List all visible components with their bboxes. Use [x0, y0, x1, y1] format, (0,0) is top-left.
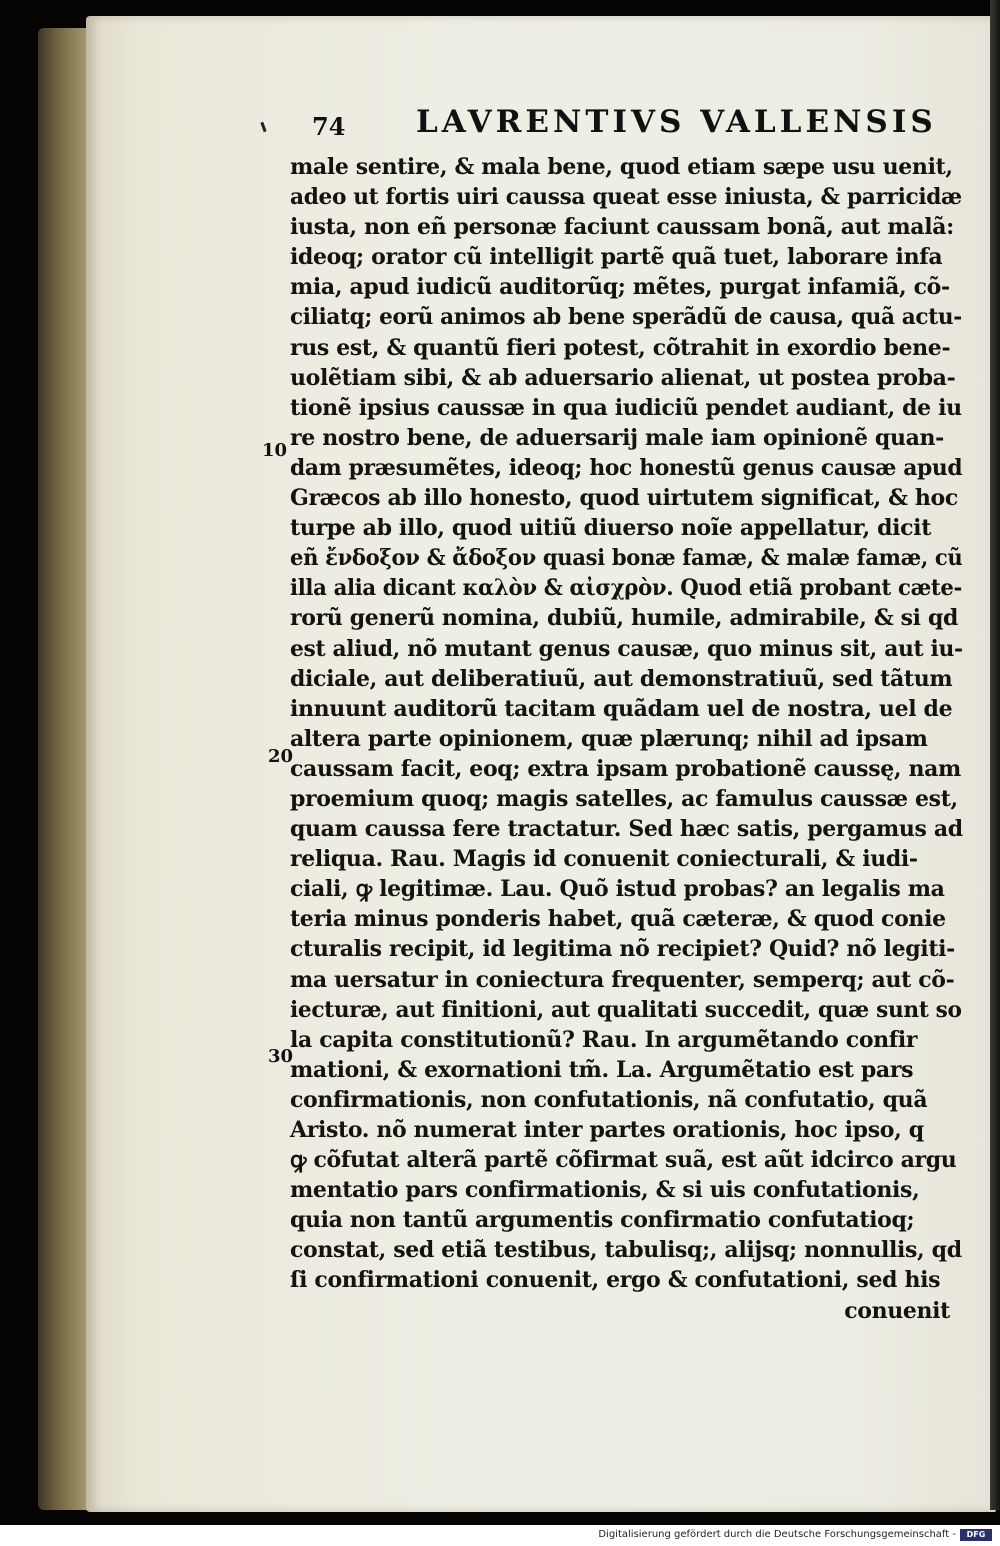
line-number-30: 30: [268, 1046, 294, 1067]
text-line: male sentire, & mala bene, quod etiam sæpe usu uenit,: [290, 154, 953, 180]
page-number: 74: [312, 112, 346, 141]
text-line: illa alia dicant καλὸν & αἰσχρὸν. Quod etiã probant cæte-: [290, 575, 962, 602]
text-line: iusta, non eñ personæ faciunt caussam bonã, aut malã:: [290, 214, 954, 241]
text-line: adeo ut fortis uiri caussa queat esse iniusta, & parricidæ: [290, 184, 962, 211]
text-line: rorũ generũ nomina, dubiũ, humile, admirabile, & si qd: [290, 605, 959, 632]
text-line: dam præsumẽtes, ideoq; hoc honestũ genus causæ apud: [290, 454, 963, 481]
funding-credit: Digitalisierung gefördert durch die Deutsche Forschungsgemeinschaft -: [598, 1529, 956, 1540]
text-line: re nostro bene, de aduersarij male iam opinionẽ quan-: [290, 424, 944, 451]
text-line: innuunt auditorũ tacitam quãdam uel de nostra, uel de: [290, 695, 953, 722]
text-line: ciliatq; eorũ animos ab bene sperãdũ de causa, quã actu-: [290, 304, 962, 331]
text-line: ciali, ꝙ legitimæ. Lau. Quõ istud probas? an legalis ma: [290, 876, 945, 903]
line-number-10: 10: [262, 440, 288, 461]
text-line: tionẽ ipsius caussæ in qua iudiciũ pendet audiant, de iu: [290, 394, 962, 421]
running-title: LAVRENTIVS VALLENSIS: [416, 104, 937, 140]
text-line: quam caussa fere tractatur. Sed hæc satis, pergamus ad: [290, 816, 963, 843]
body-text: [290, 152, 970, 1326]
text-line: est aliud, nõ mutant genus causæ, quo minus sit, aut iu-: [290, 635, 963, 662]
text-line: ideoq; orator cũ intelligit partẽ quã tuet, laborare infa: [290, 244, 943, 271]
text-line: ſi confirmationi conuenit, ergo & confutationi, sed his: [290, 1267, 941, 1294]
text-line: teria minus ponderis habet, quã cæteræ, & quod conie: [290, 906, 946, 933]
text-line: uolẽtiam sibi, & ab aduersario alienat, ut postea proba-: [290, 364, 956, 391]
text-line: rus est, & quantũ fieri potest, cõtrahit in exordio bene-: [290, 334, 951, 361]
text-line: mationi, & exornationi tm̃. La. Argumẽtatio est pars: [290, 1056, 914, 1083]
text-line: la capita constitutionũ? Rau. In argumẽtando confir: [290, 1026, 918, 1053]
text-line: eñ ἔνδοξον & ἄδοξον quasi bonæ famæ, & malæ famæ, cũ: [290, 545, 963, 572]
text-line: reliqua. Rau. Magis id conuenit coniecturali, & iudi-: [290, 846, 918, 873]
text-line: Aristo. nõ numerat inter partes orationis, hoc ipso, q: [290, 1117, 924, 1143]
book-spine: [38, 28, 90, 1510]
dfg-logo: DFG: [960, 1529, 992, 1541]
text-line: ma uersatur in coniectura frequenter, semperq; aut cõ-: [290, 966, 955, 993]
text-line: mia, apud iudicũ auditorũq; mẽtes, purgat infamiã, cõ-: [290, 274, 950, 301]
text-line: iecturæ, aut finitioni, aut qualitati succedit, quæ sunt so: [290, 996, 962, 1023]
text-line: turpe ab illo, quod uitiũ diuerso noĩe appellatur, dicit: [290, 515, 932, 542]
running-head: [312, 104, 937, 148]
text-line: mentatio pars confirmationis, & si uis confutationis,: [290, 1177, 920, 1204]
page-edge-shadow: [990, 0, 1000, 1510]
text-line: proemium quoq; magis satelles, ac famulus caussæ est,: [290, 785, 958, 812]
text-line: altera parte opinionem, quæ plærunq; nihil ad ipsam: [290, 725, 928, 752]
text-line: diciale, aut deliberatiuũ, aut demonstratiuũ, sed tãtum: [290, 665, 953, 692]
text-line: cturalis recipit, id legitima nõ recipiet? Quid? nõ legiti-: [290, 936, 955, 963]
line-number-20: 20: [268, 746, 294, 767]
text-line: confirmationis, non confutationis, nã confutatio, quã: [290, 1086, 928, 1113]
text-line: quia non tantũ argumentis confirmatio confutatioq;: [290, 1207, 915, 1234]
catchword: conuenit: [844, 1297, 950, 1324]
text-line: constat, sed etiã testibus, tabulisq;, alijsq; nonnullis, qd: [290, 1237, 962, 1264]
text-line: ꝙ cõfutat alterã partẽ cõfirmat suã, est aũt idcirco argu: [290, 1147, 957, 1174]
text-line: Græcos ab illo honesto, quod uirtutem significat, & hoc: [290, 485, 958, 512]
text-line: caussam facit, eoq; extra ipsam probationẽ caussę, nam: [290, 755, 961, 782]
footer-bar: [0, 1525, 1000, 1546]
